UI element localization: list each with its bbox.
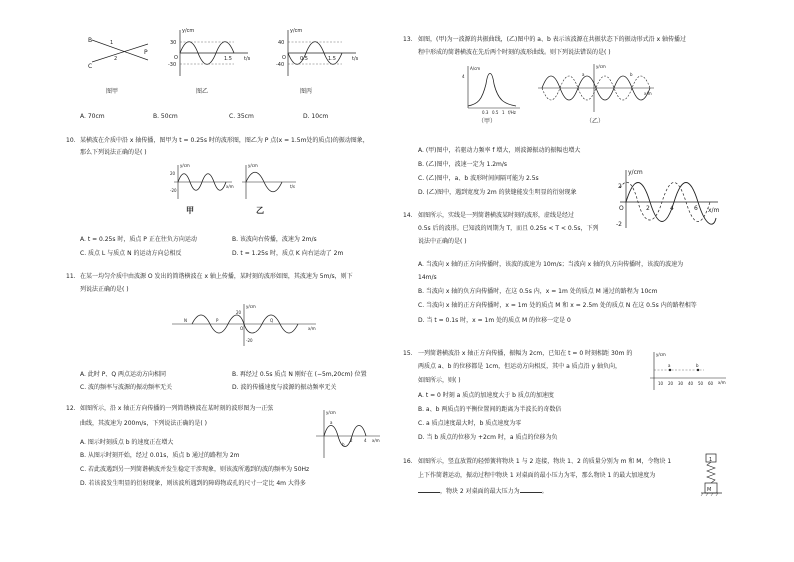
q10-figure-yi: [238, 163, 298, 203]
q9-figure-jia: [86, 34, 156, 74]
svg-text:10: 10: [658, 381, 664, 386]
q13-stem-line2: 程中形成的简谐横波在先后两个时刻的波形曲线。则下列说法错误的是( ): [418, 49, 611, 56]
q9-option-b[interactable]: B. 50cm: [153, 113, 178, 120]
q12-number: 12.: [66, 405, 76, 412]
svg-text:30: 30: [170, 40, 177, 46]
q9-option-a[interactable]: A. 70cm: [80, 113, 105, 120]
svg-text:4: 4: [670, 205, 674, 212]
q15-stem-line3: 如图所示，则( ): [418, 377, 461, 384]
svg-text:P: P: [144, 49, 148, 56]
svg-text:2: 2: [618, 183, 622, 190]
svg-text:a: a: [668, 363, 671, 368]
q11-option-b[interactable]: B. 再经过 0.5s 质点 N 刚好在 (−5m,20cm) 位置: [232, 371, 367, 378]
svg-text:-20: -20: [170, 188, 177, 193]
svg-text:x/m: x/m: [226, 184, 234, 189]
svg-text:y/cm: y/cm: [326, 410, 336, 415]
q9-figure-bing: [276, 26, 360, 80]
q10-caption-yi: 乙: [256, 206, 264, 215]
svg-text:f/Hz: f/Hz: [508, 110, 516, 115]
svg-text:b: b: [696, 363, 699, 368]
q16-number: 16.: [403, 458, 413, 465]
q10-option-d[interactable]: D. t = 1.25s 时，质点 K 向右运动了 2m: [232, 250, 344, 257]
svg-text:x/m: x/m: [372, 438, 380, 443]
svg-text:30: 30: [678, 381, 684, 386]
svg-text:4: 4: [364, 438, 367, 443]
q13-caption-jia: （甲）: [478, 118, 497, 125]
svg-text:20: 20: [170, 171, 176, 176]
q13-option-a[interactable]: A. (甲)图中，若驱动力频率 f 增大，则波源振动的振幅也增大: [418, 147, 581, 154]
svg-text:y/cm: y/cm: [248, 163, 258, 168]
q11-stem-line1: 在某一均匀介质中由波源 O 发出的简谐横波在 x 轴上传播，某时刻的波形如图，其波速为 5m/s，则下: [80, 273, 353, 280]
svg-text:b: b: [342, 442, 345, 447]
svg-text:-2: -2: [616, 221, 622, 228]
q13-number: 13.: [403, 36, 413, 43]
svg-text:x/m: x/m: [708, 207, 720, 214]
q13-figure-yi: [536, 62, 656, 114]
svg-text:-40: -40: [276, 62, 285, 68]
q15-stem-line1: 一列简谐横波沿 x 轴正方向传播，振幅为 2cm，已知在 t = 0 时刻相距 30m 的: [418, 350, 633, 357]
q11-figure: [170, 302, 320, 348]
svg-text:2: 2: [350, 438, 353, 443]
q14-option-a-line1[interactable]: A. 当波向 x 轴的正方向传播时，该波的波速为 10m/s；当波向 x 轴的负方向传播时，该波的波速为: [418, 261, 684, 268]
q9-figure-yi: [168, 26, 252, 80]
q14-option-c[interactable]: C. 当波向 x 轴的正方向传播时，x = 1m 处的质点 M 和 x = 2.5m 处的质点 N 在这 0.5s 内的路程相等: [418, 302, 697, 309]
q9-option-d[interactable]: D. 10cm: [303, 113, 329, 120]
q10-stem-line1: 某横波在介质中沿 x 轴传播，图甲为 t = 0.25s 时的波形图，图乙为 P 点(x = 1.5m处的质点)的振动图象，: [80, 137, 369, 144]
svg-text:t/s: t/s: [352, 56, 359, 62]
svg-text:x/m: x/m: [644, 91, 652, 96]
q12-stem-line1: 如图所示，沿 x 轴正方向传播的一列简谐横波在某时刻的波形图为一正弦: [80, 405, 274, 412]
q16-stem-line2: 上下作简谐运动，振动过程中物块 1 对桌面的最小压力为零，那么物块 1 的最大加速度为: [418, 472, 656, 479]
svg-text:a: a: [330, 420, 333, 425]
q12-figure: [312, 408, 382, 460]
svg-text:-30: -30: [168, 62, 177, 68]
q13-option-d[interactable]: D. (乙)图中，遇到宽度为 2m 的狭缝能发生明显的衍射现象: [418, 189, 577, 196]
q11-option-c[interactable]: C. 波的频率与波源的振动频率无关: [80, 384, 173, 391]
svg-text:20: 20: [236, 310, 242, 315]
q10-figure-jia: [170, 163, 234, 203]
q12-option-a[interactable]: A. 图示时刻质点 b 的速度正在增大: [80, 439, 174, 446]
svg-text:A/cm: A/cm: [470, 66, 481, 71]
svg-text:P: P: [216, 318, 219, 323]
q10-number: 10.: [66, 137, 76, 144]
svg-text:40: 40: [278, 40, 285, 46]
q13-figure-jia: [460, 64, 522, 114]
svg-text:t/s: t/s: [290, 184, 295, 189]
svg-text:B: B: [88, 37, 93, 44]
q16-stem-line1: 如图所示，竖直放置的轻弹簧将物块 1 与 2 连接，物块 1、2 的质量分别为 m 和 M，令物块 1: [418, 458, 672, 465]
q14-stem-line1: 如图所示，实线是一列简谐横波某时刻的波形，虚线是经过: [418, 212, 575, 219]
svg-text:1: 1: [110, 40, 114, 46]
svg-text:2: 2: [114, 56, 118, 62]
svg-text:y/cm: y/cm: [628, 169, 643, 176]
svg-text:20: 20: [668, 381, 674, 386]
q9-option-c[interactable]: C. 35cm: [229, 113, 254, 120]
svg-text:O: O: [619, 205, 624, 212]
q15-option-c[interactable]: C. a 质点速度最大时，b 质点速度为零: [418, 420, 522, 427]
svg-text:x/m: x/m: [308, 326, 316, 331]
svg-text:y/cm: y/cm: [180, 163, 190, 168]
q14-option-d[interactable]: D. 当 t = 0.1s 时，x = 1m 处的质点 M 的位移一定是 0: [418, 317, 571, 324]
q10-option-b[interactable]: B. 该波向右传播，波速为 2m/s: [232, 236, 317, 243]
q16-answer-blank-2[interactable]: [520, 486, 542, 493]
q14-stem-line2: 0.5s 后的波形。已知波的周期为 T，而且 0.25s < T < 0.5s，下列: [418, 225, 599, 232]
q15-option-d[interactable]: D. 当 b 质点的位移为 +2cm 时，a 质点的位移为负: [418, 434, 558, 441]
svg-text:M: M: [707, 487, 712, 493]
svg-text:y/cm: y/cm: [656, 352, 666, 357]
svg-text:y/cm: y/cm: [182, 28, 195, 34]
q13-caption-yi: （乙）: [586, 118, 605, 125]
svg-text:b: b: [630, 72, 633, 77]
svg-text:t/s: t/s: [244, 56, 251, 62]
q11-stem-line2: 列说法正确的是( ): [80, 286, 129, 293]
q9-caption-yi: 图乙: [196, 88, 209, 95]
q13-stem-line1: 如图，(甲)为一波源的共振曲线，(乙)图中的 a、b 表示该波源在共振状态下的振动形式沿 x 轴传播过: [418, 36, 687, 43]
q10-caption-jia: 甲: [186, 206, 194, 215]
svg-text:y/cm: y/cm: [596, 64, 606, 69]
q10-stem-line2: 那么下列说法正确的是( ): [80, 149, 147, 156]
q12-stem-line2: 曲线，其波速为 200m/s，下列说法正确的是( ): [80, 420, 207, 427]
q13-option-c[interactable]: C. (乙)图中，a、b 波形时间间隔可能为 2.5s: [418, 175, 539, 182]
q14-figure: [616, 168, 720, 230]
svg-text:2: 2: [646, 205, 650, 212]
svg-text:O: O: [282, 55, 286, 61]
q11-option-d[interactable]: D. 波的传播速度与波源的振动频率无关: [232, 384, 337, 391]
q16-figure-spring: [700, 452, 724, 500]
q14-stem-line3: 说法中正确的是( ): [418, 238, 467, 245]
svg-text:1.5: 1.5: [328, 56, 336, 62]
q10-option-c[interactable]: C. 质点 L 与质点 N 的运动方向总相反: [80, 250, 182, 257]
svg-text:0.5: 0.5: [492, 110, 499, 115]
svg-text:O: O: [174, 55, 178, 61]
q15-stem-line2: 两质点 a、b 的位移都是 1cm，但运动方向相反，其中 a 质点沿 y 轴负向，: [418, 363, 622, 370]
svg-text:50: 50: [698, 381, 704, 386]
q9-caption-bing: 图丙: [300, 88, 313, 95]
q14-number: 14.: [403, 212, 413, 219]
svg-text:x/m: x/m: [718, 380, 726, 385]
q16-answer-blank-1[interactable]: [418, 486, 440, 493]
q12-option-d[interactable]: D. 若该波发生明显的衍射现象，则该波所遇到的障碍物或孔的尺寸一定比 4m 大得多: [80, 480, 306, 487]
svg-text:1: 1: [709, 457, 713, 463]
svg-text:1.5: 1.5: [224, 56, 232, 62]
svg-text:40: 40: [688, 381, 694, 386]
q12-option-b[interactable]: B. 从图示时刻开始，经过 0.01s，质点 b 通过的路程为 2m: [80, 452, 240, 459]
q11-number: 11.: [66, 273, 76, 280]
svg-text:0.5: 0.5: [300, 56, 308, 62]
q15-option-b[interactable]: B. a、b 两质点的平衡位置间的距离为半波长的奇数倍: [418, 406, 562, 413]
q14-option-a-line2: 14m/s: [418, 274, 437, 281]
svg-text:Q: Q: [270, 318, 274, 323]
svg-text:y/cm: y/cm: [290, 28, 303, 34]
q14-option-b[interactable]: B. 当波向 x 轴的负方向传播时，在这 0.5s 内，x = 1m 处的质点 M 通过的路程为 10cm: [418, 288, 658, 295]
svg-text:O: O: [240, 326, 244, 331]
svg-text:N: N: [184, 318, 187, 323]
svg-text:60: 60: [708, 381, 714, 386]
svg-text:4: 4: [462, 74, 465, 79]
svg-text:C: C: [88, 63, 93, 70]
q16-stem-line3: ，物块 2 对桌面的最大压力为 。: [418, 486, 548, 496]
svg-text:6: 6: [694, 205, 698, 212]
q13-option-b[interactable]: B. (乙)图中，波速一定为 1.2m/s: [418, 161, 508, 168]
q12-option-c[interactable]: C. 若此波遇到另一列简谐横波并发生稳定干涉现象，则该波所遇到的波的频率为 50Hz: [80, 466, 310, 473]
q16-stem-line3-text: ，物块 2 对桌面的最大压力为: [440, 488, 520, 495]
svg-text:0.3: 0.3: [482, 110, 489, 115]
q15-number: 15.: [403, 350, 413, 357]
svg-text:-20: -20: [246, 338, 253, 343]
q15-option-a[interactable]: A. t = 0 时刻 a 质点的加速度大于 b 质点的加速度: [418, 392, 554, 399]
q10-option-a[interactable]: A. t = 0.25s 时，质点 P 正在往负方向运动: [80, 236, 197, 243]
svg-text:a: a: [582, 72, 585, 77]
svg-text:1: 1: [502, 110, 505, 115]
q9-caption-jia: 图甲: [106, 88, 119, 95]
q11-option-a[interactable]: A. 此时 P、Q 两点运动方向相同: [80, 371, 166, 378]
svg-text:y/cm: y/cm: [246, 304, 256, 309]
q15-figure: [648, 350, 728, 392]
